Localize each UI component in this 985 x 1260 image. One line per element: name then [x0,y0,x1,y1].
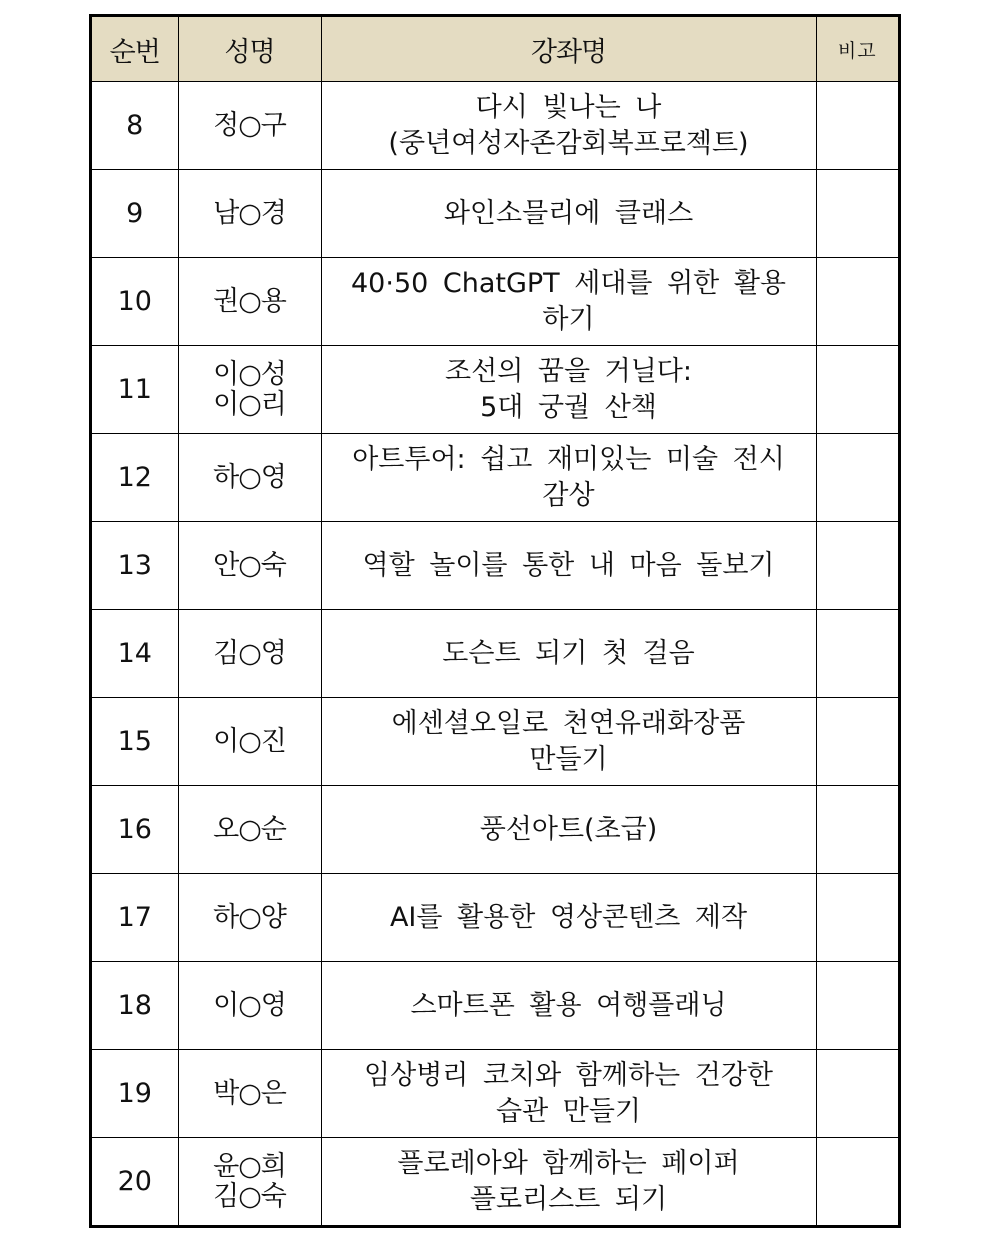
instructor-name: 이○리 [213,388,286,420]
table-row [92,434,898,522]
table-row [92,1138,898,1226]
cell-number: 11 [92,346,178,434]
course-title-line: 풍선아트(초급) [479,813,658,845]
course-title-line: 하기 [542,303,595,335]
cell-name [178,698,321,786]
course-title-line: 와인소믈리에 클래스 [443,197,694,229]
course-title-line: 조선의 꿈을 거닐다: [445,355,692,387]
table-row [92,1050,898,1138]
course-title-line: 스마트폰 활용 여행플래닝 [410,989,727,1021]
instructor-name: 김○숙 [213,1180,286,1212]
cell-name [178,82,321,170]
table [92,17,898,1225]
header-note: 비고 [816,17,898,82]
cell-name [178,610,321,698]
course-title-line: (중년여성자존감회복프로젝트) [388,127,749,159]
instructor-name: 이○영 [213,989,286,1021]
cell-note [816,962,898,1050]
cell-name [178,874,321,962]
cell-number: 16 [92,786,178,874]
cell-number: 15 [92,698,178,786]
cell-number: 8 [92,82,178,170]
cell-note [816,1138,898,1226]
table-header [92,17,898,82]
instructor-name: 안○숙 [213,549,286,581]
cell-course [321,610,816,698]
instructor-name: 권○용 [213,285,286,317]
header-course: 강좌명 [321,17,816,82]
header-number: 순번 [92,17,178,82]
instructor-name: 하○영 [213,461,286,493]
table-body [92,82,898,1226]
cell-note [816,170,898,258]
cell-course [321,1138,816,1226]
course-instructor-table [89,14,901,1228]
course-title-line: 감상 [542,479,595,511]
table-row [92,522,898,610]
table-row [92,786,898,874]
header-row [92,17,898,82]
cell-course [321,346,816,434]
table-row [92,962,898,1050]
course-title-line: 아트투어: 쉽고 재미있는 미술 전시 [352,443,785,475]
cell-number: 20 [92,1138,178,1226]
cell-course [321,258,816,346]
instructor-name: 윤○희 [213,1150,286,1182]
cell-name [178,522,321,610]
cell-name [178,1050,321,1138]
cell-number: 10 [92,258,178,346]
cell-number: 14 [92,610,178,698]
instructor-name: 이○성 [213,358,286,390]
cell-note [816,698,898,786]
cell-name [178,346,321,434]
cell-note [816,522,898,610]
cell-course [321,434,816,522]
instructor-name: 남○경 [213,197,286,229]
course-title-line: 플로리스트 되기 [469,1183,668,1215]
instructor-name: 정○구 [213,109,286,141]
table-row [92,610,898,698]
course-title-line: 5대 궁궐 산책 [480,391,657,423]
cell-note [816,1050,898,1138]
cell-course [321,1050,816,1138]
course-title-line: 플로레아와 함께하는 페이퍼 [397,1147,740,1179]
table-row [92,346,898,434]
instructor-name: 김○영 [213,637,286,669]
course-title-line: 역할 놀이를 통한 내 마음 돌보기 [362,549,775,581]
course-title-line: 도슨트 되기 첫 걸음 [442,637,695,669]
cell-note [816,346,898,434]
cell-name [178,786,321,874]
cell-number: 17 [92,874,178,962]
instructor-name: 박○은 [213,1077,286,1109]
cell-course [321,170,816,258]
table-row [92,258,898,346]
course-title-line: 다시 빛나는 나 [475,91,662,123]
course-title-line: 만들기 [529,743,608,775]
cell-course [321,786,816,874]
cell-course [321,522,816,610]
cell-course [321,874,816,962]
cell-course [321,698,816,786]
cell-number: 9 [92,170,178,258]
header-name: 성명 [178,17,321,82]
instructor-name: 이○진 [213,725,286,757]
cell-number: 12 [92,434,178,522]
course-title-line: 임상병리 코치와 함께하는 건강한 [364,1059,773,1091]
cell-note [816,786,898,874]
cell-name [178,258,321,346]
course-title-line: 에센셜오일로 천연유래화장품 [391,707,746,739]
cell-course [321,82,816,170]
cell-note [816,434,898,522]
cell-note [816,874,898,962]
cell-number: 13 [92,522,178,610]
table-row [92,82,898,170]
cell-note [816,258,898,346]
table-row [92,698,898,786]
instructor-name: 오○순 [213,813,286,845]
instructor-name: 하○양 [213,901,286,933]
table-row [92,874,898,962]
cell-name [178,434,321,522]
course-title-line: 습관 만들기 [496,1095,641,1127]
cell-name [178,1138,321,1226]
course-title-line: 40·50 ChatGPT 세대를 위한 활용 [351,267,786,299]
cell-course [321,962,816,1050]
cell-note [816,610,898,698]
cell-name [178,170,321,258]
cell-note [816,82,898,170]
cell-name [178,962,321,1050]
cell-number: 19 [92,1050,178,1138]
table-row [92,170,898,258]
cell-number: 18 [92,962,178,1050]
course-title-line: AI를 활용한 영상콘텐츠 제작 [389,901,748,933]
